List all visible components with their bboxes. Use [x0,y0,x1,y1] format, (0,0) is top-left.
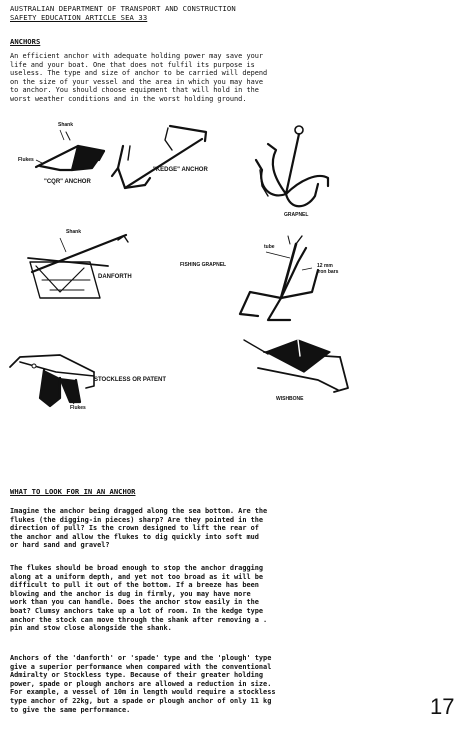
look-paragraph-1: Imagine the anchor being dragged along the sea bottom. Are the flukes (the digging-in pieces) sharp? Are they pointed in the direction of pull? Is the crown designed to lift the rear of the anchor and allow the flukes to dig quickly into soft mud or hard sand and gravel? [10,507,268,550]
cqr-anchor-label: "CQR" ANCHOR [44,179,91,185]
kedge-anchor-label: "KEDGE" ANCHOR [153,167,208,173]
iron-bars-label: 12 mm iron bars [317,263,339,275]
tube-label: tube [264,244,275,250]
fishing-grapnel-label: FISHING GRAPNEL [180,262,227,268]
grapnel-drawing [256,126,328,206]
grapnel-label: GRAPNEL [284,212,309,218]
danforth-shank-label: Shank [66,229,82,235]
anchors-heading: ANCHORS [10,37,41,46]
stockless-flukes-label: Flukes [70,405,86,411]
department-header: AUSTRALIAN DEPARTMENT OF TRANSPORT AND CONSTRUCTION [10,4,236,13]
article-header: SAFETY EDUCATION ARTICLE SEA 33 [10,13,148,22]
fishing-grapnel-drawing [240,236,318,320]
stockless-anchor-drawing [10,355,94,406]
page-number: 17 [430,694,455,719]
look-paragraph-2: The flukes should be broad enough to stop the anchor dragging along at a uniform depth, and yet not too broad as it will be difficult to pull it out of the bottom. If a breeze has been blowing and the anchor is dug in firmly, you may have more work than you can handle. Does the anchor stow easily in the boat? Clumsy anchors take up a lot of room. In the kedge type anchor the stock can move through the shank after removing a . pin and stow close alongside the shank. [10,564,268,633]
cqr-anchor-drawing [36,132,104,170]
stockless-label: STOCKLESS OR PATENT [94,377,167,383]
flukes-label: Flukes [18,157,34,163]
danforth-anchor-drawing [28,235,128,298]
shank-label: Shank [58,122,74,128]
wishbone-label: WISHBONE [276,396,304,402]
look-paragraph-3: Anchors of the 'danforth' or 'spade' type and the 'plough' type give a superior performance when compared with the conventional Admiralty or Stockless type. Because of their greater holding power, spade or plough anchors are allowed a reduction in size. For example, a vessel of 10m in length would require a stockless type anchor of 22kg, but a spade or plough anchor of only 11 kg to give the same performance. [10,654,276,714]
wishbone-anchor-drawing [244,340,348,392]
kedge-anchor-drawing [112,126,206,188]
danforth-label: DANFORTH [98,274,132,280]
what-to-look-for-heading: WHAT TO LOOK FOR IN AN ANCHOR [10,487,136,496]
anchors-intro-paragraph: An efficient anchor with adequate holding power may save your life and your boat. One that does not fulfil its purpose is useless. The type and size of anchor to be carried will depend on the size of your vessel and the area in which you may have to anchor. You should choose equipment that will hold in the worst weather conditions and in the worst holding ground. [10,52,268,103]
